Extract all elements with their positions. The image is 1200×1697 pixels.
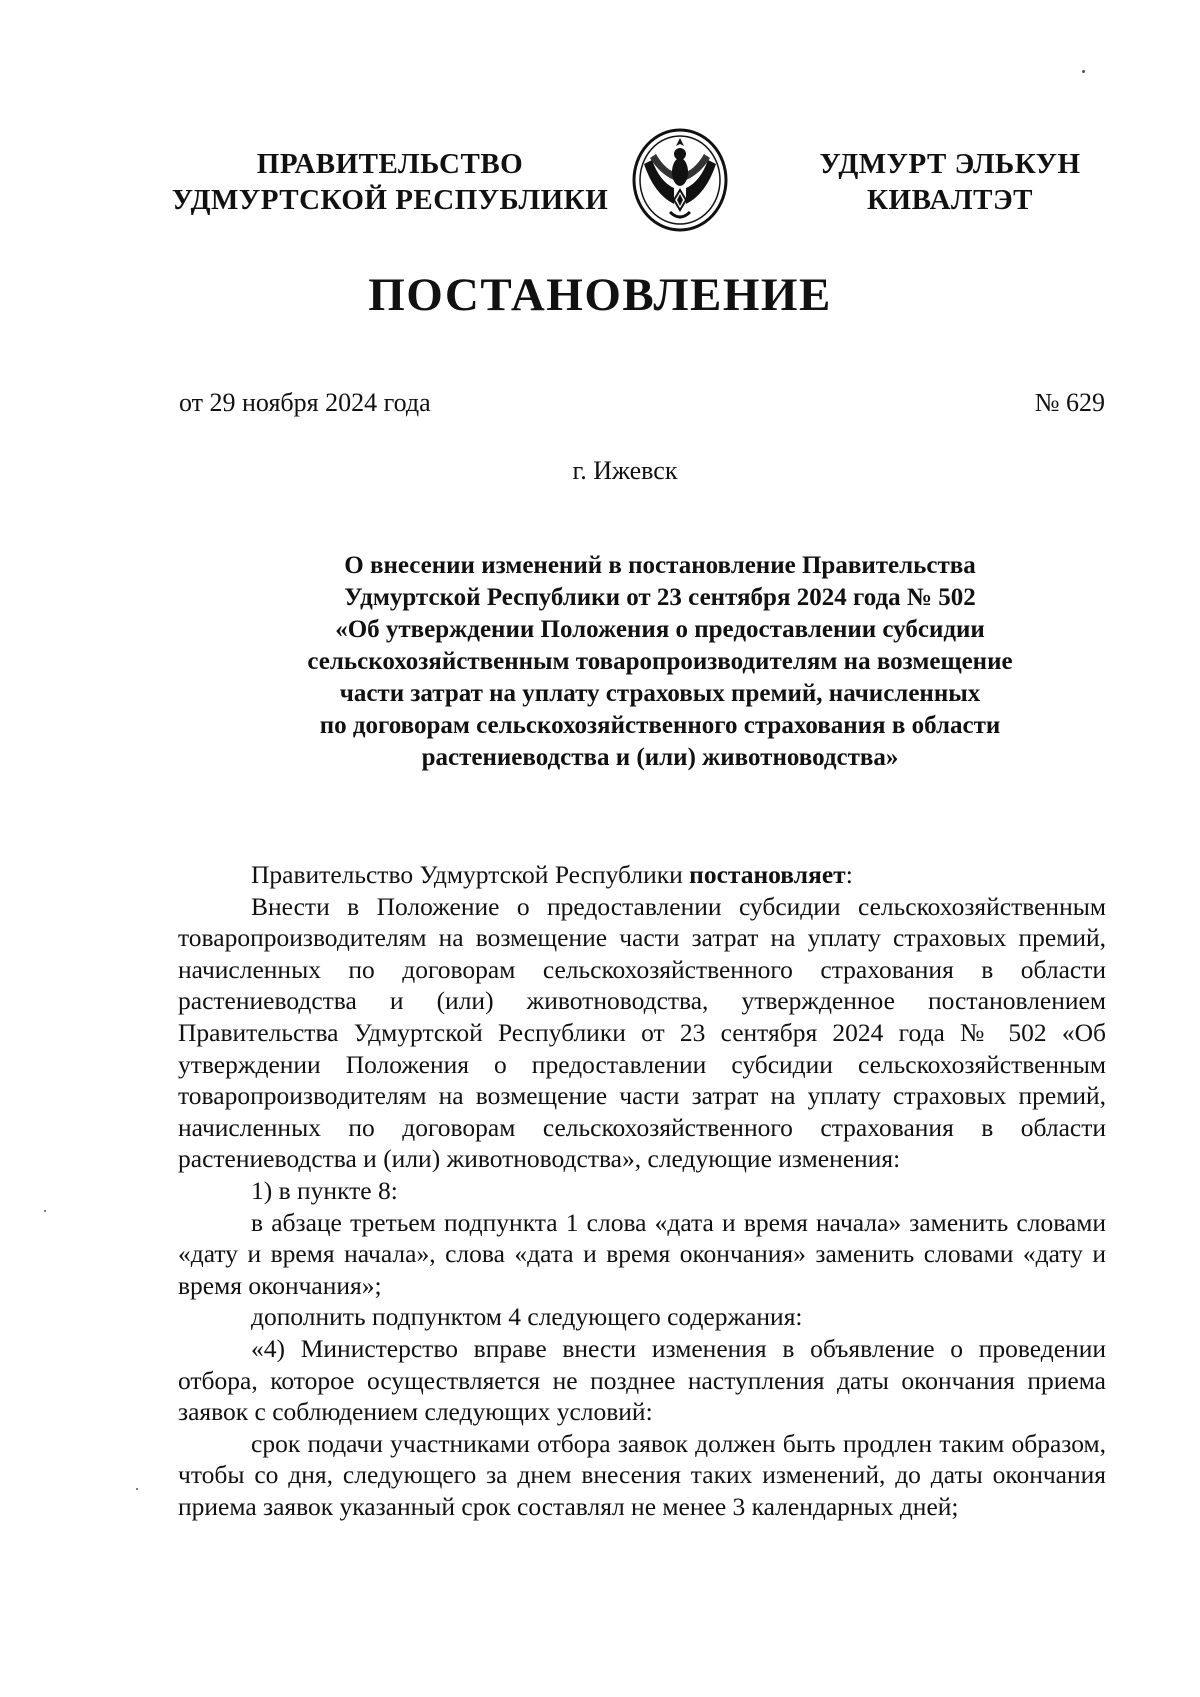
title-line: О внесении изменений в постановление Правительства (344, 552, 976, 579)
intro-text: Правительство Удмуртской Республики (251, 860, 690, 889)
intro-colon: : (845, 860, 853, 889)
scan-speck (136, 1488, 138, 1490)
udmurt-coat-of-arms-icon (630, 124, 730, 234)
title-line: Удмуртской Республики от 23 сентября 2024 года № 502 (344, 584, 976, 611)
document-title (250, 550, 1070, 774)
body-intro-paragraph (178, 859, 1106, 891)
document-body (178, 859, 1106, 1522)
document-date: от 29 ноября 2024 года (179, 388, 431, 417)
body-paragraph: Внести в Положение о предоставлении субсидии сельскохозяйственным товаропроизводителям на возмещение части затрат на уплату страховых премий, начисленных по договорам сельскохозяйственного страхования в области растениеводства и (или) животноводства, утвержденное постановлением Правительства Удмуртской Республики от 23 сентября 2024 года № 502 «Об утверждении Положения о предоставлении субсидии сельскохозяйственным товаропроизводителям на возмещение части затрат на уплату страховых премий, начисленных по договорам сельскохозяйственного страхования в области растениеводства и (или) животноводства», следующие изменения: (178, 891, 1106, 1174)
scan-speck (1082, 70, 1085, 73)
document-city: г. Ижевск (572, 456, 678, 485)
title-line: по договорам сельскохозяйственного страхования в области (319, 712, 1001, 739)
header-left-line1: ПРАВИТЕЛЬСТВО (256, 148, 524, 180)
document-type: ПОСТАНОВЛЕНИЕ (368, 269, 832, 321)
title-line: растениеводства и (или) животноводства» (421, 744, 899, 771)
header-right-line2: КИВАЛТЭТ (866, 184, 1033, 216)
body-paragraph: срок подачи участниками отбора заявок должен быть продлен таким образом, чтобы со дня, следующего за днем внесения таких изменений, до даты окончания приема заявок указанный срок составлял не менее 3 календарных дней; (178, 1428, 1106, 1521)
document-number: № 629 (1034, 388, 1105, 417)
header-left-line2: УДМУРТСКОЙ РЕСПУБЛИКИ (171, 184, 609, 216)
body-paragraph: «4) Министерство вправе внести изменения в объявление о проведении отбора, которое осуществляется не позднее наступления даты окончания приема заявок с соблюдением следующих условий: (178, 1333, 1106, 1427)
title-line: «Об утверждении Положения о предоставлении субсидии (335, 616, 985, 643)
scan-speck (44, 1210, 46, 1212)
header-right-line1: УДМУРТ ЭЛЬКУН (819, 148, 1081, 180)
title-line: сельскохозяйственным товаропроизводителям на возмещение (307, 648, 1013, 675)
header-left (170, 146, 610, 218)
intro-bold-verb: постановляет (689, 860, 846, 889)
header-right (800, 146, 1100, 218)
body-paragraph: 1) в пункте 8: (251, 1175, 398, 1205)
body-paragraph: дополнить подпунктом 4 следующего содержания: (251, 1302, 803, 1332)
title-line: части затрат на уплату страховых премий, начисленных (339, 680, 981, 707)
body-paragraph: в абзаце третьем подпункта 1 слова «дата и время начала» заменить словами «дату и время начала», слова «дата и время окончания» заменить словами «дату и время окончания»; (178, 1207, 1106, 1300)
